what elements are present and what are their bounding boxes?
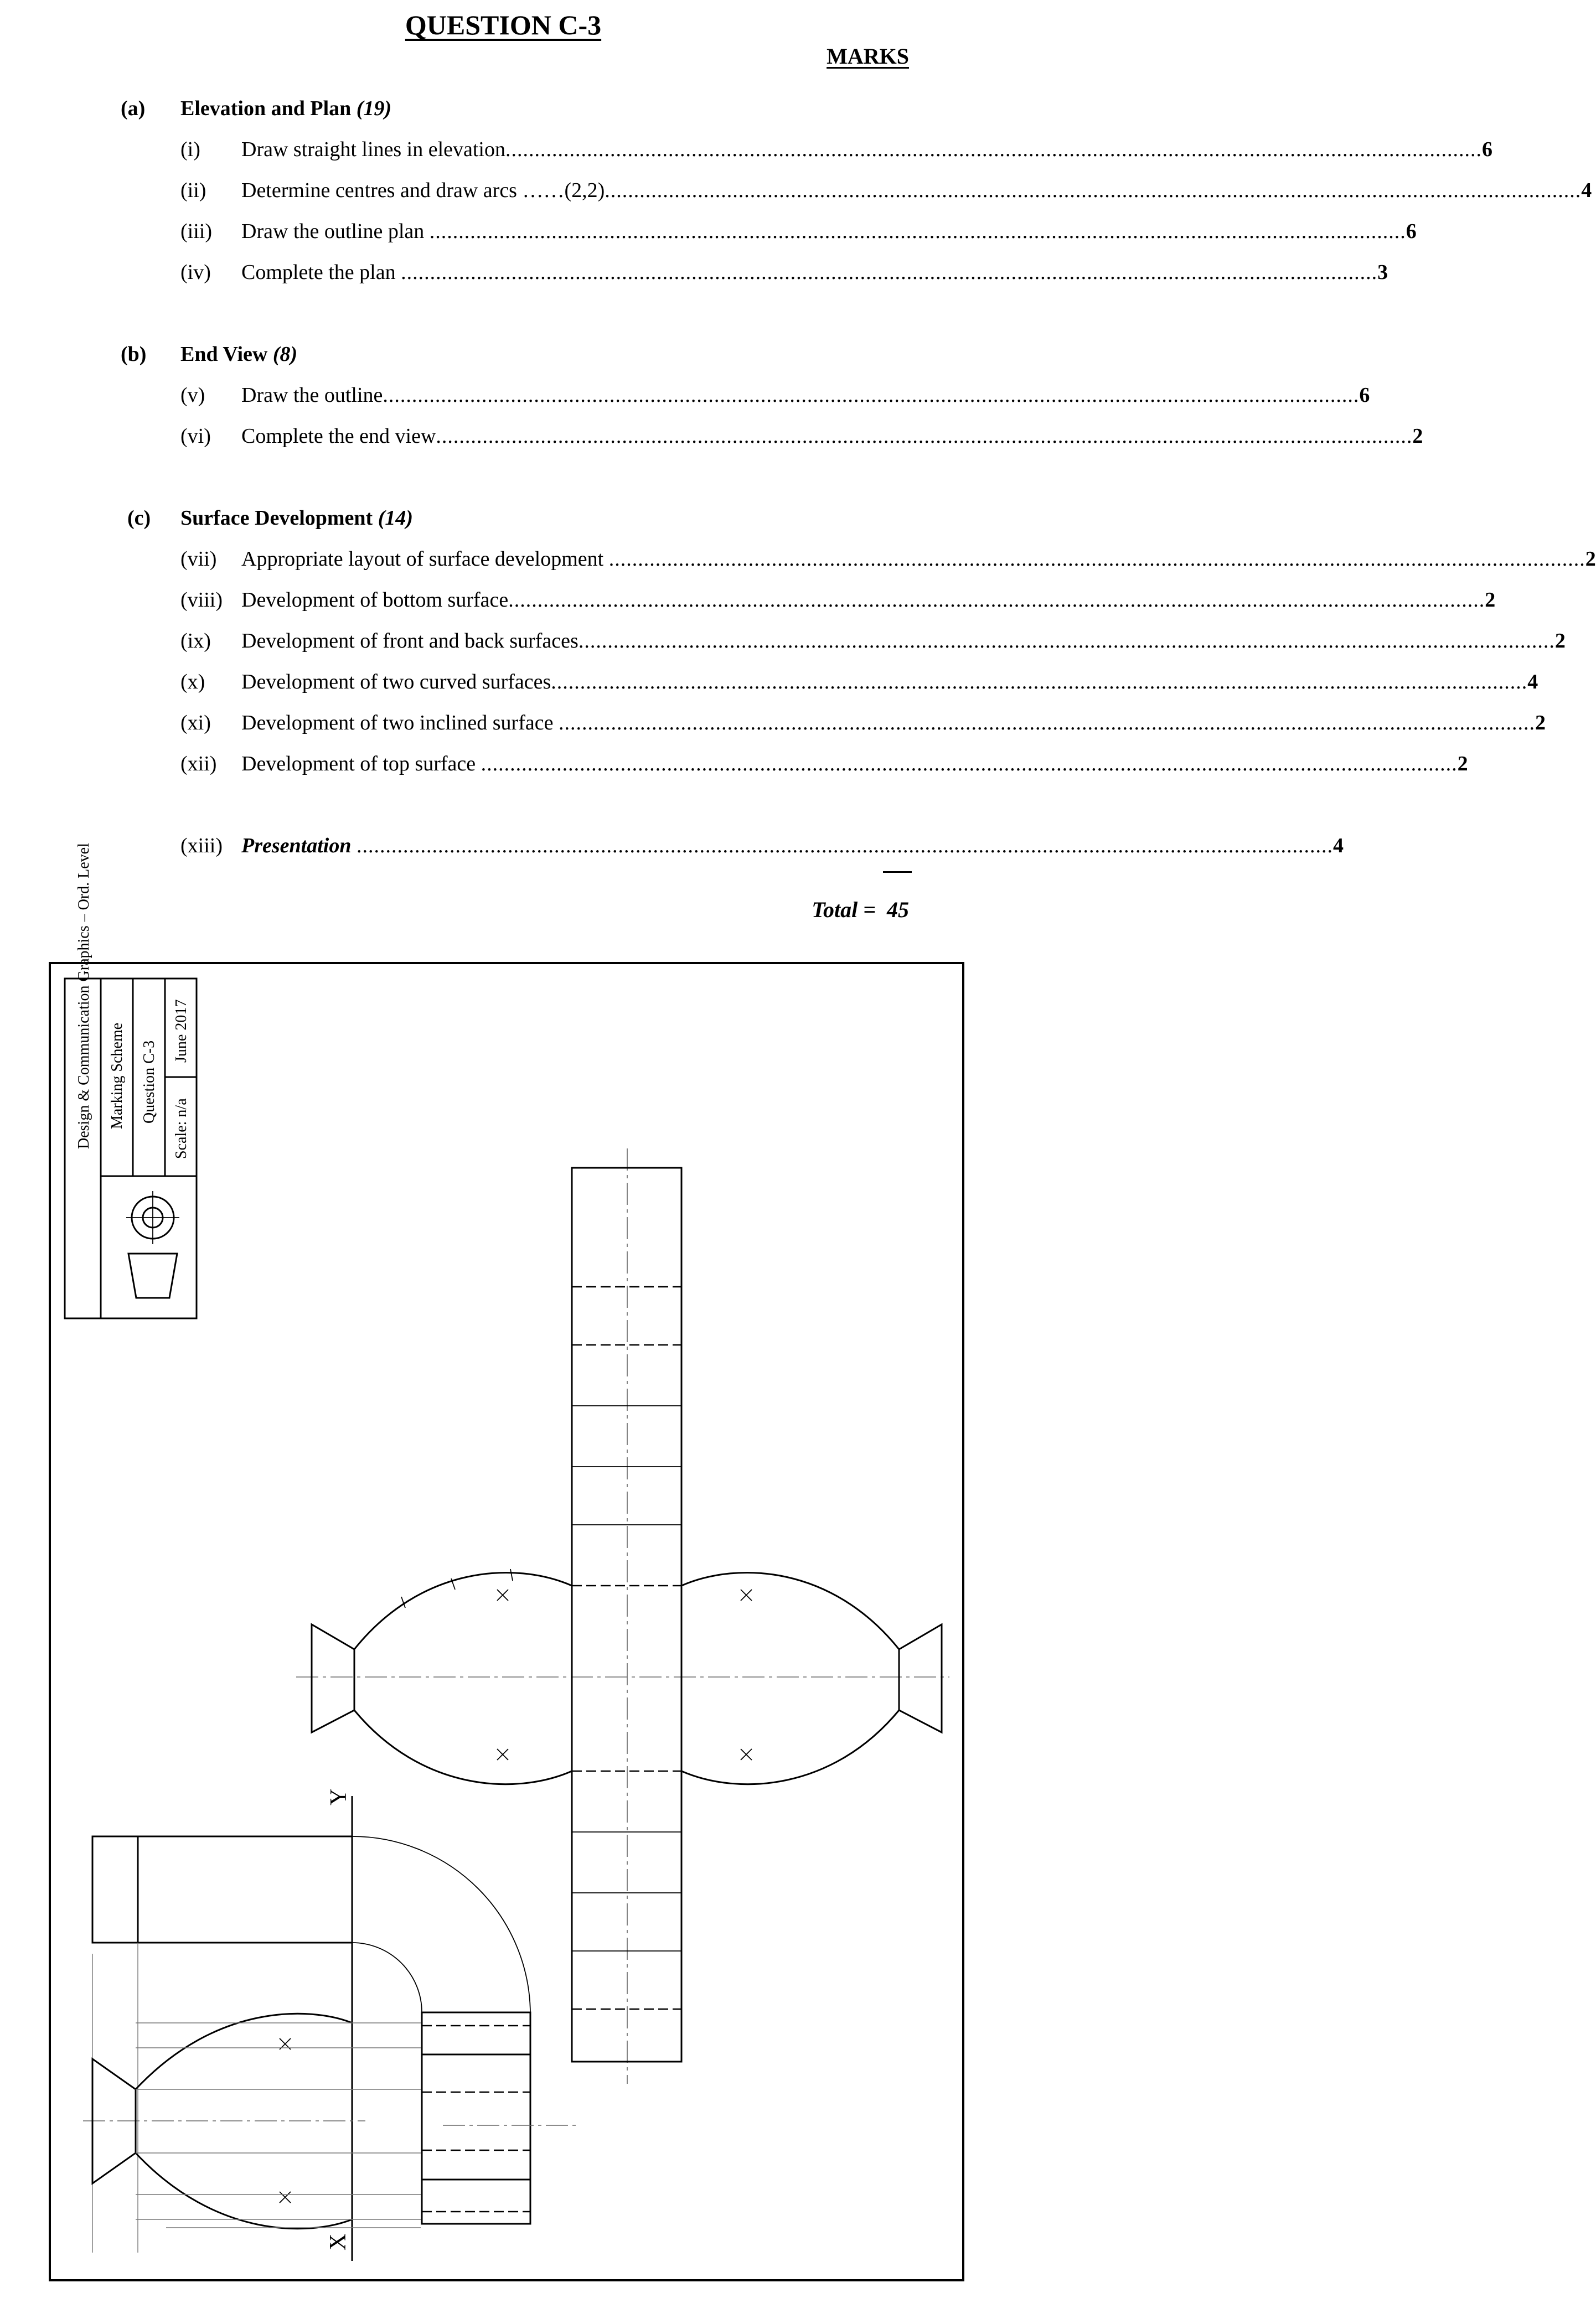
mark-item: (xii) Development of top surface ........................................................................................................................................................................ 2 [180, 752, 1468, 775]
y-label: Y [326, 1788, 352, 1805]
projection-symbol [126, 1191, 179, 1298]
mark-item: (i) Draw straight lines in elevation ........................................................................................................................................................................ 6 [180, 138, 1492, 161]
mark-item: (vii) Appropriate layout of surface development ........................................................................................................................................................................ 2 [180, 547, 1596, 571]
title-block-date: June 2017 [173, 999, 190, 1063]
mark-item: (ii) Determine centres and draw arcs ……(2,2) ........................................................................................................................................................................ 4 [180, 179, 1592, 202]
mark-item: (x) Development of two curved surfaces ........................................................................................................................................................................ 4 [180, 670, 1538, 693]
presentation-item: (xiii) Presentation ........................................................................................................................................................................ 4 [180, 834, 1344, 857]
title-block-course: Design & Communication Graphics – Ord. Level [75, 843, 92, 1149]
x-label: X [326, 2233, 351, 2250]
section-title: Surface Development (14) [180, 506, 414, 530]
mark-item: (ix) Development of front and back surfaces ........................................................................................................................................................................ 2 [180, 629, 1566, 653]
section-letter: (b) [121, 343, 147, 366]
title-block-scale: Scale: n/a [173, 1098, 190, 1159]
section-title: End View (8) [180, 343, 298, 366]
title-block-question: Question C-3 [141, 1040, 158, 1124]
surface-development [296, 1148, 949, 2084]
orthographic-views [83, 1789, 576, 2261]
title-block [65, 843, 197, 1318]
mark-item: (vi) Complete the end view ........................................................................................................................................................................ 2 [180, 425, 1423, 448]
mark-item: (iv) Complete the plan ........................................................................................................................................................................ 3 [180, 261, 1388, 284]
mark-item: (xi) Development of two inclined surface ........................................................................................................................................................................ 2 [180, 711, 1546, 734]
section-title: Elevation and Plan (19) [180, 97, 392, 120]
mark-item: (v) Draw the outline ........................................................................................................................................................................ 6 [180, 384, 1370, 407]
title-block-scheme: Marking Scheme [109, 1022, 126, 1129]
total-line: Total = 45 [812, 897, 909, 922]
mark-item: (viii) Development of bottom surface ........................................................................................................................................................................ 2 [180, 588, 1496, 612]
page-title: QUESTION C-3 [405, 9, 602, 40]
marks-heading: MARKS [827, 44, 909, 69]
mark-item: (iii) Draw the outline plan ........................................................................................................................................................................ 6 [180, 220, 1417, 243]
section-letter: (a) [121, 97, 146, 120]
section-letter: (c) [127, 506, 151, 530]
